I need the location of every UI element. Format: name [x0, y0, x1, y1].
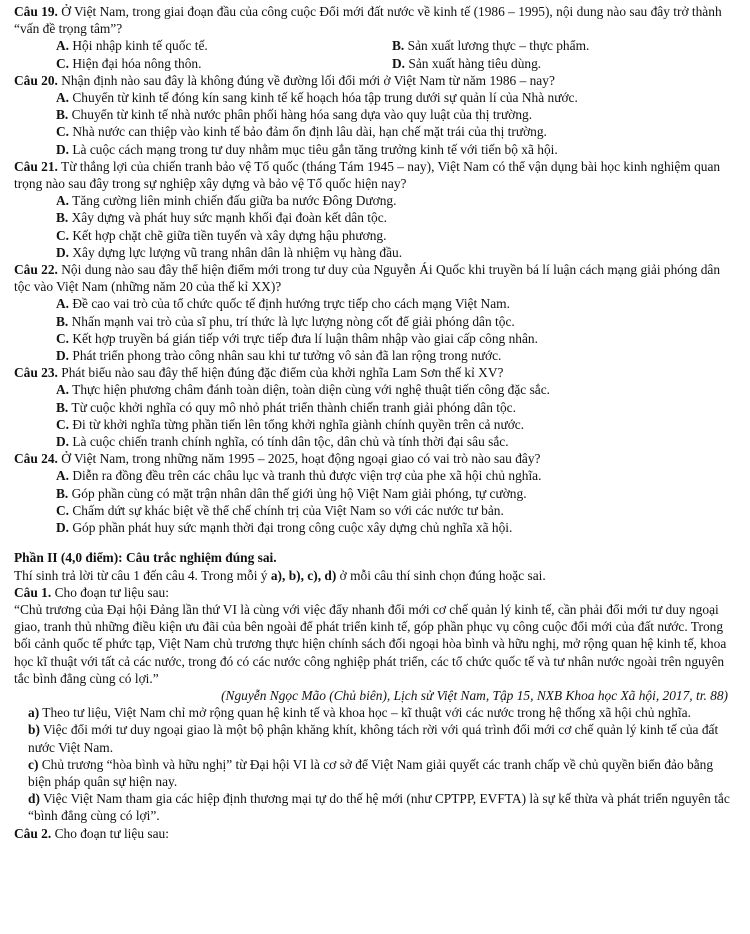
option-label: C.	[56, 55, 70, 71]
option-text: Xây dựng và phát huy sức mạnh khối đại đoàn kết dân tộc.	[68, 210, 387, 226]
option-label: C.	[56, 330, 70, 346]
question-22-stem	[14, 261, 736, 295]
question-number: Câu 21.	[14, 158, 58, 174]
option-a[interactable]	[14, 89, 736, 106]
question-23-stem	[14, 364, 736, 381]
option-text: Góp phần cùng có mặt trận nhân dân thế giới ủng hộ Việt Nam giải phóng, tự cường.	[68, 485, 527, 501]
option-label: A.	[56, 38, 70, 54]
part-2-heading: Phần II (4,0 điểm): Câu trắc nghiệm đúng sai.	[14, 550, 277, 566]
question-24-stem	[14, 450, 736, 467]
option-b[interactable]	[14, 106, 736, 123]
statement-text: Chủ trương “hòa bình và hữu nghị” từ Đại hội VI là cơ sở để Việt Nam giải quyết các tranh chấp về chủ quyền biển đảo bằng biện pháp quân sự hiện nay.	[28, 756, 714, 789]
option-text: Sản xuất lương thực – thực phẩm.	[404, 38, 590, 54]
option-label: B.	[56, 107, 69, 123]
option-a[interactable]	[14, 192, 736, 209]
option-c[interactable]	[14, 416, 736, 433]
option-text: Từ cuộc khởi nghĩa có quy mô nhỏ phát triển thành chiến tranh giải phóng dân tộc.	[68, 399, 516, 415]
option-b[interactable]	[14, 209, 736, 226]
question-21-stem	[14, 158, 736, 192]
statement-text: Việc Việt Nam tham gia các hiệp định thương mại tự do thế hệ mới (như CPTPP, EVFTA) là sự kế thừa và phát triển nguyên tắc “bình đẳng cùng có lợi”.	[28, 791, 730, 824]
option-text: Kết hợp truyền bá gián tiếp với trực tiếp đưa lí luận thâm nhập vào giai cấp công nhân.	[69, 330, 538, 346]
question-text: Ở Việt Nam, trong giai đoạn đầu của công cuộc Đổi mới đất nước về kinh tế (1986 – 1995), nội dung nào sau đây trở thành “vấn đề trọng tâm”?	[14, 4, 722, 37]
instruction-text: ở mỗi câu thí sinh chọn đúng hoặc sai.	[336, 567, 546, 583]
option-text: Kết hợp chặt chẽ giữa tiền tuyến và xây dựng hậu phương.	[69, 227, 387, 243]
tf-question-1	[14, 584, 736, 825]
option-label: A.	[56, 468, 70, 484]
option-label: B.	[56, 485, 69, 501]
option-c[interactable]	[56, 55, 392, 72]
statement-c[interactable]	[14, 756, 736, 790]
option-label: C.	[56, 227, 70, 243]
option-label: D.	[392, 55, 406, 71]
option-b[interactable]	[14, 485, 736, 502]
statement-text: Theo tư liệu, Việt Nam chỉ mở rộng quan hệ kinh tế và khoa học – kĩ thuật với các nước trong hệ thống xã hội chủ nghĩa.	[39, 705, 691, 721]
option-b[interactable]	[14, 313, 736, 330]
option-text: Chấm dứt sự khác biệt về thể chế chính trị của Việt Nam so với các nước tư bản.	[69, 502, 504, 518]
question-21	[14, 158, 736, 261]
question-text: Nội dung nào sau đây thể hiện điểm mới trong tư duy của Nguyễn Ái Quốc khi truyền bá lí luận cách mạng giải phóng dân tộc vào Việt Nam (những năm 20 của thế kỉ XX)?	[14, 262, 721, 295]
option-label: A.	[56, 296, 70, 312]
option-text: Là cuộc cách mạng trong tư duy nhằm mục tiêu gắn tăng trưởng kinh tế với tiến bộ xã hội.	[69, 141, 558, 157]
option-d[interactable]	[14, 519, 736, 536]
question-text: Phát biểu nào sau đây thể hiện đúng đặc điểm của khởi nghĩa Lam Sơn thế kỉ XV?	[57, 365, 504, 381]
option-a[interactable]	[56, 37, 392, 54]
question-number: Câu 23.	[14, 365, 58, 381]
question-20-stem	[14, 72, 736, 89]
option-d[interactable]	[14, 141, 736, 158]
option-text: Hội nhập kinh tế quốc tế.	[69, 38, 208, 54]
option-text: Chuyển từ kinh tế nhà nước phân phối hàng hóa sang dựa vào quy luật của thị trường.	[68, 107, 533, 123]
option-c[interactable]	[14, 502, 736, 519]
option-b[interactable]	[392, 37, 589, 54]
option-text: Diễn ra đồng đều trên các châu lục và tranh thủ được viện trợ của phe xã hội chủ nghĩa.	[69, 468, 542, 484]
statement-d[interactable]	[14, 790, 736, 824]
option-text: Hiện đại hóa nông thôn.	[69, 55, 202, 71]
option-label: A.	[56, 193, 70, 209]
question-number: Câu 19.	[14, 4, 58, 19]
question-22	[14, 261, 736, 364]
instruction-items: a), b), c), d)	[270, 567, 337, 583]
option-text: Tăng cường liên minh chiến đấu giữa ba nước Đông Dương.	[69, 193, 397, 209]
option-d[interactable]	[392, 55, 541, 72]
option-text: Góp phần phát huy sức mạnh thời đại trong công cuộc xây dựng chủ nghĩa xã hội.	[69, 520, 513, 536]
option-c[interactable]	[14, 227, 736, 244]
question-number: Câu 22.	[14, 262, 58, 278]
question-text: Cho đoạn tư liệu sau:	[51, 825, 169, 841]
tf-question-1-intro	[14, 584, 736, 601]
question-number: Câu 1.	[14, 584, 52, 600]
statement-b[interactable]	[14, 721, 736, 755]
option-text: Thực hiện phương châm đánh toàn diện, toàn diện cùng với nghệ thuật tiến công đặc sắc.	[69, 382, 551, 398]
tf-question-2-intro	[14, 825, 736, 842]
option-text: Là cuộc chiến tranh chính nghĩa, có tính dân tộc, dân chủ và tính thời đại sâu sắc.	[69, 434, 509, 450]
option-label: B.	[392, 38, 405, 54]
question-text: Nhận định nào sau đây là không đúng về đường lối đổi mới ở Việt Nam từ năm 1986 – nay?	[57, 72, 555, 88]
option-d[interactable]	[14, 244, 736, 261]
option-text: Phát triển phong trào công nhân sau khi tư tưởng vô sản đã lan rộng trong nước.	[69, 348, 502, 364]
option-a[interactable]	[14, 467, 736, 484]
option-c[interactable]	[14, 123, 736, 140]
question-text: Từ thắng lợi của chiến tranh bảo vệ Tổ quốc (tháng Tám 1945 – nay), Việt Nam có thể vận dụng bài học kinh nghiệm quan trọng nào sau đây trong sự nghiệp xây dựng và bảo vệ Tổ quốc hiện nay?	[14, 158, 721, 192]
options-row	[14, 37, 736, 54]
statement-label: d)	[28, 791, 40, 807]
option-text: Xây dựng lực lượng vũ trang nhân dân là nhiệm vụ hàng đầu.	[69, 244, 403, 260]
statement-text: Việc đổi mới tư duy ngoại giao là một bộ phận khăng khít, không tách rời với quá trình đổi mới cơ chế quản lý kinh tế của đất nước Việt Nam.	[28, 722, 719, 755]
option-label: B.	[56, 399, 69, 415]
option-label: C.	[56, 502, 70, 518]
question-number: Câu 20.	[14, 72, 58, 88]
option-label: C.	[56, 416, 70, 432]
question-number: Câu 24.	[14, 451, 58, 467]
option-label: D.	[56, 520, 70, 536]
statement-label: a)	[28, 705, 40, 721]
question-text: Ở Việt Nam, trong những năm 1995 – 2025, hoạt động ngoại giao có vai trò nào sau đây?	[57, 451, 541, 467]
question-24	[14, 450, 736, 536]
question-23	[14, 364, 736, 450]
tf-question-2	[14, 825, 736, 842]
statement-label: c)	[28, 756, 39, 772]
statement-a[interactable]	[14, 704, 736, 721]
part-2-instructions	[14, 567, 736, 584]
option-text: Nhấn mạnh vai trò của sĩ phu, trí thức là lực lượng nòng cốt để giải phóng dân tộc.	[68, 313, 515, 329]
source-citation: (Nguyễn Ngọc Mão (Chủ biên), Lịch sử Việt Nam, Tập 15, NXB Khoa học Xã hội, 2017, tr. 88)	[221, 687, 728, 703]
option-text: Sản xuất hàng tiêu dùng.	[405, 55, 542, 71]
option-d[interactable]	[14, 433, 736, 450]
option-label: A.	[56, 90, 70, 106]
option-label: B.	[56, 210, 69, 226]
question-text: Cho đoạn tư liệu sau:	[51, 584, 169, 600]
question-20	[14, 72, 736, 158]
option-text: Đi từ khởi nghĩa từng phần tiến lên tổng khởi nghĩa giành chính quyền trên cả nước.	[69, 416, 525, 432]
option-label: D.	[56, 141, 70, 157]
option-label: D.	[56, 244, 70, 260]
option-text: Đề cao vai trò của tổ chức quốc tế định hướng trực tiếp cho cách mạng Việt Nam.	[69, 296, 510, 312]
option-a[interactable]	[14, 295, 736, 312]
option-text: Nhà nước can thiệp vào kinh tế bảo đảm ổn định lâu dài, hạn chế mặt trái của thị trường.	[69, 124, 547, 140]
option-text: Chuyển từ kinh tế đóng kín sang kinh tế kế hoạch hóa tập trung dưới sự quản lí của Nhà nước.	[69, 90, 578, 106]
instruction-text: Thí sinh trả lời từ câu 1 đến câu 4. Trong mỗi ý	[14, 567, 271, 583]
option-label: C.	[56, 124, 70, 140]
option-b[interactable]	[14, 399, 736, 416]
question-number: Câu 2.	[14, 825, 52, 841]
option-label: D.	[56, 434, 70, 450]
option-d[interactable]	[14, 347, 736, 364]
statement-label: b)	[28, 722, 40, 738]
option-label: D.	[56, 348, 70, 364]
option-label: A.	[56, 382, 70, 398]
option-label: B.	[56, 313, 69, 329]
options-row	[14, 55, 736, 72]
option-a[interactable]	[14, 381, 736, 398]
option-c[interactable]	[14, 330, 736, 347]
question-19	[14, 3, 736, 72]
source-quote: “Chủ trương của Đại hội Đảng lần thứ VI là cùng với việc đẩy nhanh đổi mới cơ chế quản lý kinh tế, cần phải đổi mới tư duy ngoại giao, tranh thủ những điều kiện ưu đãi của bên ngoài để phát triển kinh tế, góp phần phục vụ công cuộc đổi mới của đất nước. Trong bối cảnh quốc tế phức tạp, Việt Nam chủ trương thực hiện chính sách đối ngoại hòa bình và hữu nghị, mở rộng quan hệ kinh tế, khoa học kĩ thuật với tất cả các nước, trong đó có các nước công nghiệp phát triển, các tổ chức quốc tế và tư nhân nước ngoài trên nguyên tắc bình đẳng cùng có lợi.”	[14, 601, 727, 686]
question-19-stem	[14, 3, 736, 37]
